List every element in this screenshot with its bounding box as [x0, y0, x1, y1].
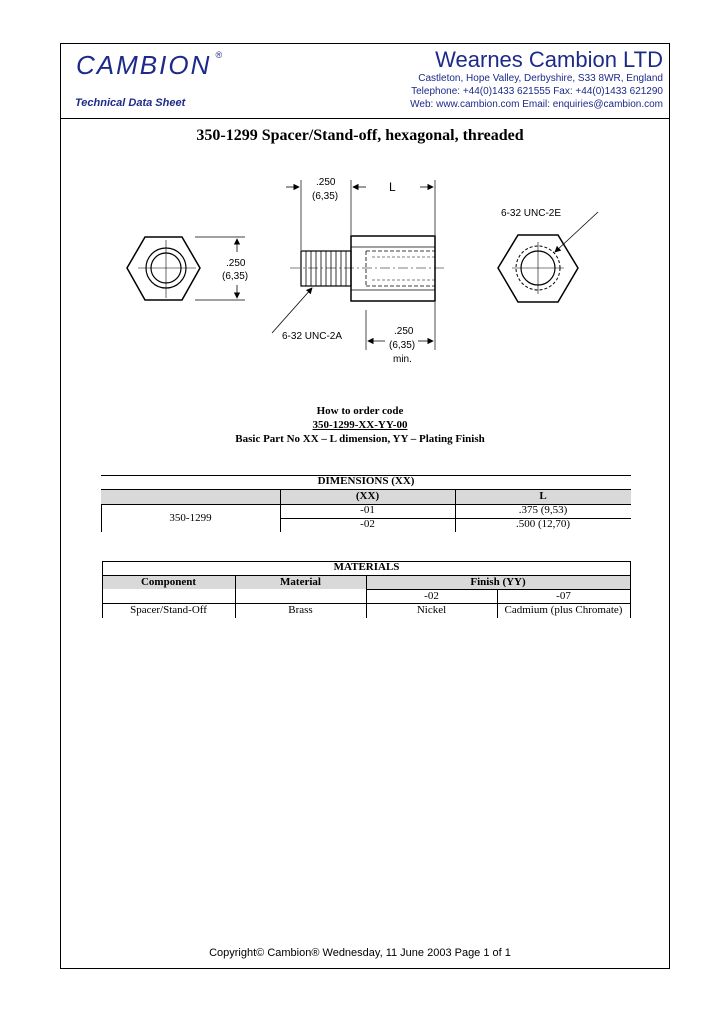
- finish-code-07: -07: [556, 590, 571, 602]
- company-telephone: Telephone: +44(0)1433 621555 Fax: +44(0)1433 621290: [411, 86, 663, 97]
- dim-top-label: .250: [316, 177, 336, 188]
- order-legend: Basic Part No XX – L dimension, YY – Plating Finish: [235, 433, 485, 445]
- top-dimensions: [286, 180, 435, 250]
- page-title: 350-1299 Spacer/Stand-off, hexagonal, threaded: [196, 127, 524, 144]
- company-web: Web: www.cambion.com Email: enquiries@cambion.com: [410, 99, 663, 110]
- dim-top-metric-label: (6,35): [312, 191, 339, 202]
- dim-L-label: L: [389, 180, 396, 194]
- technical-drawing: [0, 0, 720, 380]
- dim-bottom-label: .250: [394, 326, 414, 337]
- thread-female-label: 6-32 UNC-2E: [501, 208, 562, 219]
- thread-male-label: 6-32 UNC-2A: [282, 331, 343, 342]
- dimensions-col-l: L: [539, 490, 547, 502]
- dimensions-col-xx: (XX): [355, 490, 380, 502]
- dimensions-part: 350-1299: [169, 512, 212, 524]
- materials-col-component: Component: [140, 576, 196, 588]
- company-name: Wearnes Cambion LTD: [435, 47, 663, 72]
- sheet-type-label: Technical Data Sheet: [75, 97, 186, 109]
- table-row: -01: [360, 504, 375, 516]
- dim-side-metric-label: (6,35): [222, 271, 249, 282]
- order-code: 350-1299-XX-YY-00: [312, 419, 408, 431]
- table-row: Brass: [288, 604, 313, 616]
- order-heading: How to order code: [316, 405, 404, 417]
- materials-col-finish: Finish (YY): [470, 576, 526, 588]
- table-row: Cadmium (plus Chromate): [504, 604, 623, 616]
- hex-end-view-right: [498, 212, 598, 302]
- table-row: .375 (9,53): [518, 504, 568, 516]
- spacer-side-view: [290, 236, 445, 301]
- table-row: .500 (12,70): [515, 518, 571, 530]
- cambion-logo: CAMBION ®: [76, 50, 222, 80]
- company-address: Castleton, Hope Valley, Derbyshire, S33 8WR, England: [418, 73, 663, 84]
- dim-bottom-metric-label: (6,35): [389, 340, 416, 351]
- materials-title: MATERIALS: [333, 561, 400, 573]
- hex-end-view-left: [127, 237, 200, 300]
- finish-code-02: -02: [424, 590, 439, 602]
- table-row: Nickel: [416, 604, 447, 616]
- dim-side-label: .250: [226, 258, 246, 269]
- materials-col-material: Material: [280, 576, 321, 588]
- footer-copyright: Copyright© Cambion® Wednesday, 11 June 2003 Page 1 of 1: [209, 947, 511, 959]
- table-row: -02: [360, 518, 375, 530]
- dimensions-title: DIMENSIONS (XX): [317, 475, 415, 487]
- dim-bottom-note: min.: [393, 354, 412, 365]
- table-row: Spacer/Stand-Off: [130, 604, 207, 616]
